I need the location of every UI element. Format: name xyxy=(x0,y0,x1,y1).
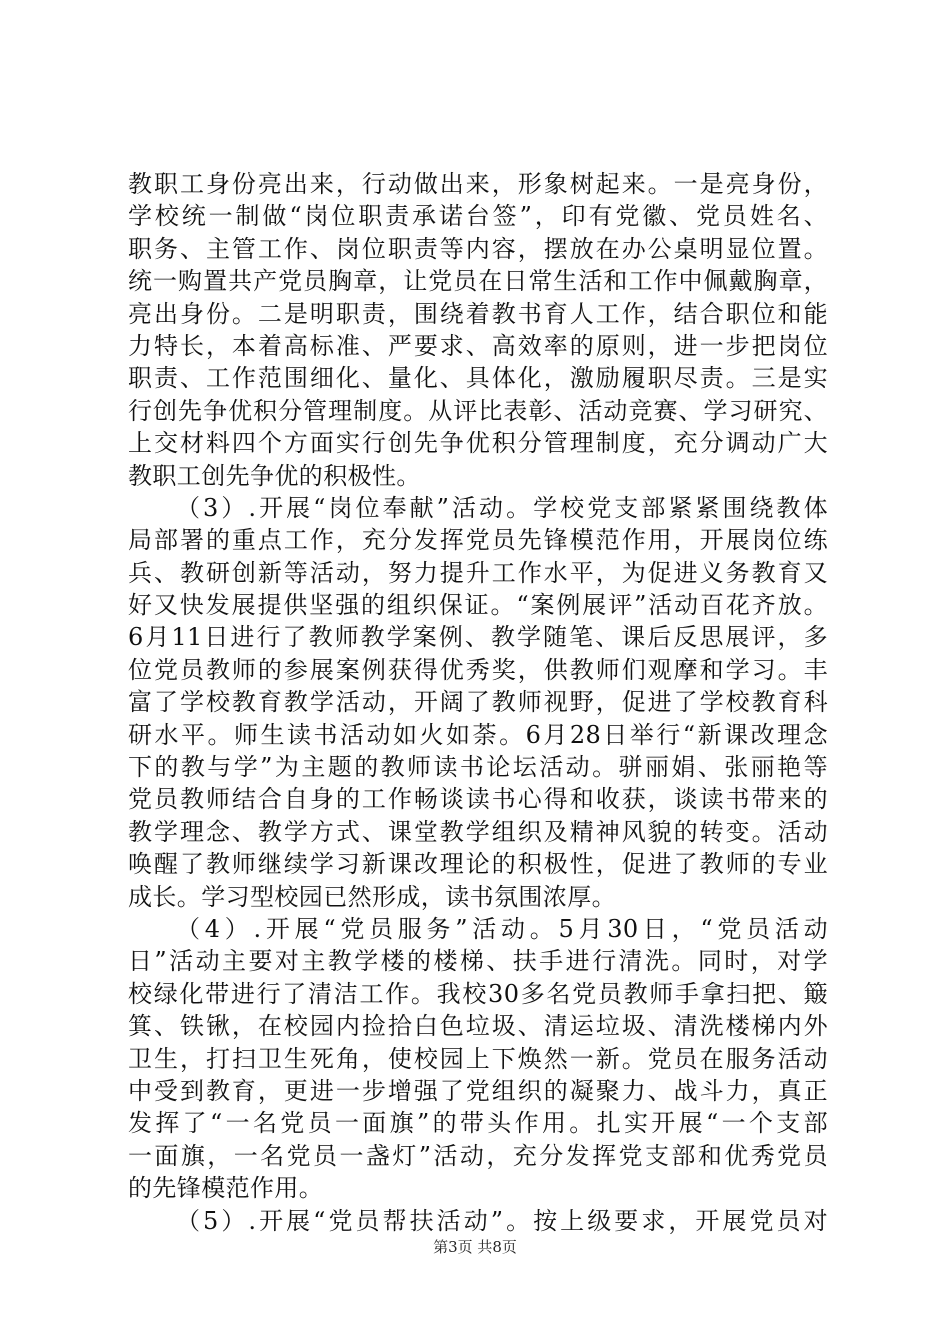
text-line: 发挥了“一名党员一面旗”的带头作用。扎实开展“一个支部 xyxy=(128,1109,828,1138)
document-body xyxy=(128,168,828,1237)
text-line: 力特长，本着高标准、严要求、高效率的原则，进一步把岗位 xyxy=(128,331,828,360)
paragraph-start-line: （4）.开展“党员服务”活动。5月30日，“党员活动 xyxy=(176,914,828,943)
text-line: 统一购置共产党员胸章，让党员在日常生活和工作中佩戴胸章， xyxy=(128,267,828,296)
text-line: 日”活动主要对主教学楼的楼梯、扶手进行清洗。同时，对学 xyxy=(128,947,828,976)
text-line: 兵、教研创新等活动，努力提升工作水平，为促进义务教育又 xyxy=(128,558,828,587)
text-line: 箕、铁锹，在校园内捡拾白色垃圾、清运垃圾、清洗楼梯内外 xyxy=(128,1012,828,1041)
text-line-paragraph-end: 的先锋模范作用。 xyxy=(128,1174,324,1203)
text-line: 一面旗，一名党员一盏灯”活动，充分发挥党支部和优秀党员 xyxy=(128,1141,828,1170)
text-line: 上交材料四个方面实行创先争优积分管理制度，充分调动广大 xyxy=(128,429,828,458)
text-line: 亮出身份。二是明职责，围绕着教书育人工作，结合职位和能 xyxy=(128,299,828,328)
text-line: 职责、工作范围细化、量化、具体化，激励履职尽责。三是实 xyxy=(128,364,828,393)
text-line: 学校统一制做“岗位职责承诺台签”，印有党徽、党员姓名、 xyxy=(128,202,828,231)
page-number-footer: 第3页 共8页 xyxy=(433,1238,517,1256)
text-line-paragraph-end: 成长。学习型校园已然形成，读书氛围浓厚。 xyxy=(128,882,616,911)
text-line: 下的教与学”为主题的教师读书论坛活动。骈丽娟、张丽艳等 xyxy=(128,753,828,782)
text-line: 职务、主管工作、岗位职责等内容，摆放在办公桌明显位置。 xyxy=(128,234,828,263)
text-line: 教学理念、教学方式、课堂教学组织及精神风貌的转变。活动 xyxy=(128,817,828,846)
text-line: 卫生，打扫卫生死角，使校园上下焕然一新。党员在服务活动 xyxy=(128,1044,828,1073)
text-line: 校绿化带进行了清洁工作。我校30多名党员教师手拿扫把、簸 xyxy=(128,979,828,1008)
text-line: 富了学校教育教学活动，开阔了教师视野，促进了学校教育科 xyxy=(128,688,828,717)
paragraph-start-line: （5）.开展“党员帮扶活动”。按上级要求，开展党员对 xyxy=(176,1206,828,1235)
text-line-paragraph-end: 教职工创先争优的积极性。 xyxy=(128,461,421,490)
text-line: 位党员教师的参展案例获得优秀奖，供教师们观摩和学习。丰 xyxy=(128,655,828,684)
text-line: 好又快发展提供坚强的组织保证。“案例展评”活动百花齐放。 xyxy=(128,591,828,620)
text-line: 中受到教育，更进一步增强了党组织的凝聚力、战斗力，真正 xyxy=(128,1076,828,1105)
text-line: 教职工身份亮出来，行动做出来，形象树起来。一是亮身份， xyxy=(128,170,828,198)
text-line: 研水平。师生读书活动如火如荼。6月28日举行“新课改理念 xyxy=(128,720,828,749)
text-line: 局部署的重点工作，充分发挥党员先锋模范作用，开展岗位练 xyxy=(128,526,828,555)
text-line: 6月11日进行了教师教学案例、教学随笔、课后反思展评，多 xyxy=(128,623,828,652)
text-line: 党员教师结合自身的工作畅谈读书心得和收获，谈读书带来的 xyxy=(128,785,828,814)
text-line: 行创先争优积分管理制度。从评比表彰、活动竞赛、学习研究、 xyxy=(128,396,828,425)
text-line: 唤醒了教师继续学习新课改理论的积极性，促进了教师的专业 xyxy=(128,850,828,879)
paragraph-start-line: （3）.开展“岗位奉献”活动。学校党支部紧紧围绕教体 xyxy=(176,493,828,522)
